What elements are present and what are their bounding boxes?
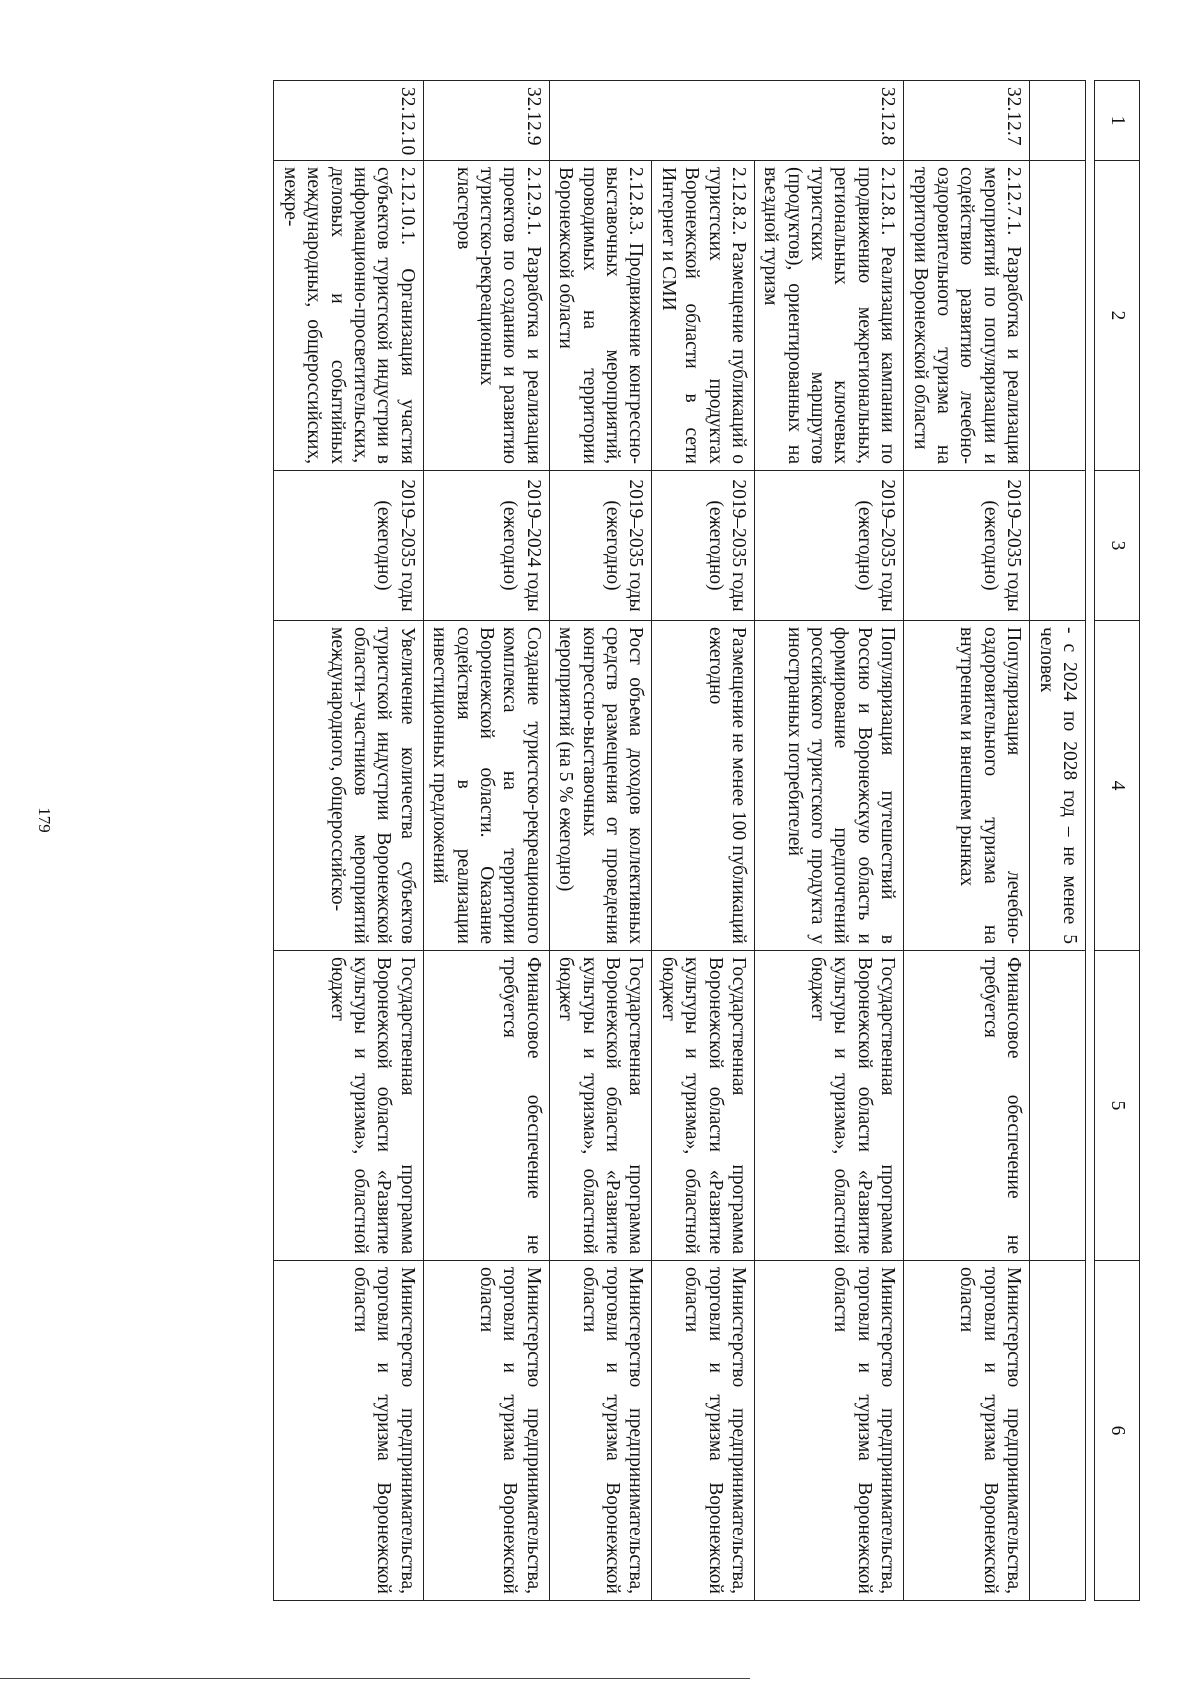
cell-funding: Государственная программа Воронежской области «Развитие культуры и туризма», областной бюджет: [652, 951, 755, 1261]
header-col-3: 3: [1095, 471, 1140, 621]
cell-result: Создание туристско-рекреационного комплекса на территории Воронежской области. Оказание содействия в реализации инвестиционных предложений: [423, 621, 549, 951]
cell-executor: Министерство предпринимательства, торговли и туризма Воронежской области: [652, 1261, 755, 1601]
cell-funding: Финансовое обеспечение не требуется: [904, 951, 1030, 1261]
cell-term: 2019–2035 годы (ежегодно): [904, 471, 1030, 621]
cell-result: Рост объема доходов коллективных средств размещения от проведения конгрессно-выставочных мероприятий (на 5 % ежегодно): [549, 621, 652, 951]
header-col-2: 2: [1095, 161, 1140, 471]
cell-measure: 2.12.8.3. Продвижение конгрессно-выставочных мероприятий, проводимых на территории Воронежской области: [549, 161, 652, 471]
cell-executor: Министерство предпринимательства, торговли и туризма Воронежской области: [274, 1261, 423, 1601]
cell-term: 2019–2035 годы (ежегодно): [754, 471, 903, 621]
cell-funding: [1030, 951, 1086, 1261]
cell-term: 2019–2035 годы (ежегодно): [274, 471, 423, 621]
cell-measure: 2.12.10.1. Организация участия субъектов туристской индустрии в информационно-просветительских, деловых и событийных международных, общероссийских, межре-: [274, 161, 423, 471]
cell-number: 32.12.7: [904, 81, 1030, 161]
plan-table: [274, 80, 1141, 1601]
cell-measure: 2.12.8.1. Реализация кампании по продвижению межрегиональных, региональных ключевых туристских маршрутов (продуктов), ориентированных на въездной туризм: [754, 161, 903, 471]
rotated-page-content: [90, 80, 1140, 1600]
cell-number: [1030, 81, 1086, 161]
table-row: [549, 81, 652, 1601]
cell-measure: 2.12.9.1. Разработка и реализация проектов по созданию и развитию туристско-рекреационных кластеров: [423, 161, 549, 471]
cell-number: 32.12.8: [549, 81, 903, 161]
cell-funding: Финансовое обеспечение не требуется: [423, 951, 549, 1261]
cell-executor: Министерство предпринимательства, торговли и туризма Воронежской области: [423, 1261, 549, 1601]
cell-measure: 2.12.7.1. Разработка и реализация мероприятий по популяризации и содействию развитию лечебно-оздоровительного туризма на территории Воронежской области: [904, 161, 1030, 471]
cell-term: 2019–2035 годы (ежегодно): [549, 471, 652, 621]
header-gap: [1086, 81, 1095, 1601]
header-col-4: 4: [1095, 621, 1140, 951]
cell-term: 2019–2035 годы (ежегодно): [652, 471, 755, 621]
cell-funding: Государственная программа Воронежской области «Развитие культуры и туризма», областной бюджет: [274, 951, 423, 1261]
header-col-6: 6: [1095, 1261, 1140, 1601]
cell-executor: [1030, 1261, 1086, 1601]
cell-result: Популяризация путешествий в Россию и Воронежскую область и формирование предпочтений российского туристского продукта у иностранных потребителей: [754, 621, 903, 951]
column-number-row: [1095, 81, 1140, 1601]
cell-measure: 2.12.8.2. Размещение публикаций о туристских продуктах Воронежской области в сети Интернет и СМИ: [652, 161, 755, 471]
bottom-rule: [0, 1678, 750, 1679]
cell-result: Популяризация лечебно-оздоровительного туризма на внутреннем и внешнем рынках: [904, 621, 1030, 951]
table-row: [754, 81, 903, 1601]
cell-measure: [1030, 161, 1086, 471]
table-row: [1030, 81, 1086, 1601]
cell-executor: Министерство предпринимательства, торговли и туризма Воронежской области: [904, 1261, 1030, 1601]
cell-result: - с 2024 по 2028 год – не менее 5 человек: [1030, 621, 1086, 951]
table-row: [423, 81, 549, 1601]
table-row: [652, 81, 755, 1601]
table-row: [904, 81, 1030, 1601]
table-row: [274, 81, 423, 1601]
cell-term: 2019–2024 годы (ежегодно): [423, 471, 549, 621]
cell-number: 32.12.9: [423, 81, 549, 161]
cell-term: [1030, 471, 1086, 621]
cell-funding: Государственная программа Воронежской области «Развитие культуры и туризма», областной бюджет: [754, 951, 903, 1261]
header-col-5: 5: [1095, 951, 1140, 1261]
cell-funding: Государственная программа Воронежской области «Развитие культуры и туризма», областной бюджет: [549, 951, 652, 1261]
cell-result: Увеличение количества субъектов туристской индустрии Воронежской области–участников мероприятий международного, общероссийско-: [274, 621, 423, 951]
page-number: 179: [35, 807, 54, 833]
cell-executor: Министерство предпринимательства, торговли и туризма Воронежской области: [754, 1261, 903, 1601]
cell-number: 32.12.10: [274, 81, 423, 161]
cell-executor: Министерство предпринимательства, торговли и туризма Воронежской области: [549, 1261, 652, 1601]
header-col-1: 1: [1095, 81, 1140, 161]
cell-result: Размещение не менее 100 публикаций ежегодно: [652, 621, 755, 951]
